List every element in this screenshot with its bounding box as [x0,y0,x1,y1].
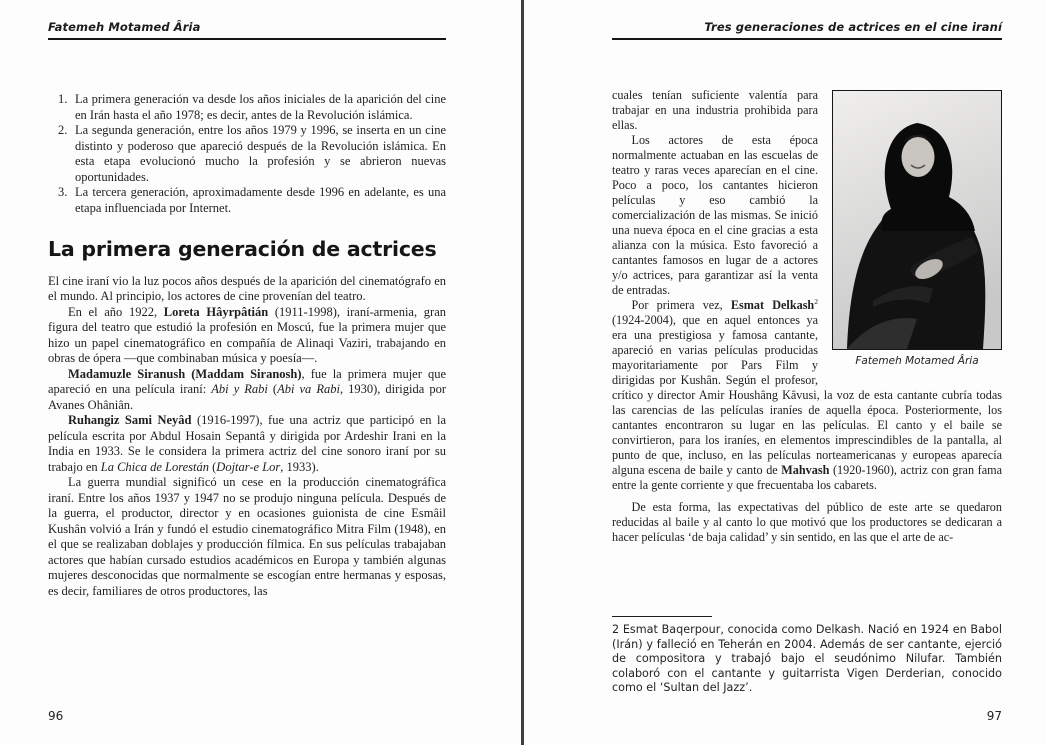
list-item-text: La tercera generación, aproximadamente desde 1996 en adelante, es una etapa influenciada por Internet. [75,185,446,215]
paragraph: En el año 1922, Loreta Hâyrpâtián (1911-1998), iraní-armenia, gran figura del teatro que estudió la profesión en Moscú, fue la primera mujer que hizo un papel cinematográfico en compañía de Alinaqi Vaziri, trabajando en obras de ópera —que combinaban música y poesía—. [48,304,446,365]
page-number-left: 96 [48,709,64,723]
page-right-body [612,88,1002,545]
list-item-text: La primera generación va desde los años iniciales de la aparición del cine en Irán hasta el año 1978; es decir, antes de la Revolución islámica. [75,92,446,122]
footnote-text: 2 Esmat Baqerpour, conocida como Delkash. Nació en 1924 en Babol (Irán) y falleció en Teherán en 2004. Además de ser cantante, ejerció de compositora y trabajó bajo el seudónimo Nilufar. También colaboró con el cantante y guitarrista Vigen Derderian, conocido como el ‘Sultan del Jazz’. [612,623,1002,694]
list-item-text: La segunda generación, entre los años 1979 y 1996, se inserta en un cine distinto y poderoso que apareció después de la Revolución islámica. En esta etapa evolucionó mucho la profesión y se abrieron nuevas oportunidades. [75,123,446,184]
running-header-right-text: Tres generaciones de actrices en el cine iraní [704,20,1002,34]
running-header-left-text: Fatemeh Motamed Âria [48,20,201,34]
list-item [58,123,446,185]
generations-list [58,92,446,216]
list-item-number: 3. [58,185,68,199]
footnote [612,616,1002,696]
list-item-number: 2. [58,123,68,137]
page-left [48,0,446,745]
list-item-number: 1. [58,92,68,106]
page-left-body [48,88,446,599]
list-item [58,92,446,123]
page-number-right: 97 [986,709,1002,723]
photo-caption: Fatemeh Motamed Âria [855,355,979,367]
portrait-photo [832,90,1002,350]
list-item [58,185,446,216]
page-right [612,0,1002,745]
photo-figure [832,90,1002,368]
footnote-separator [612,616,712,617]
paragraph: cuales tenían suficiente valentía para trabajar en una industria prohibida para ellas. [612,88,818,132]
paragraph: Ruhangiz Sami Neyâd (1916-1997), fue una actriz que participó en la película escrita por Abdul Hosain Sepantâ y dirigida por Ardeshir Irani en la India en 1933. Se le considera la primera actriz del cine sonoro iraní por su trabajo en La Chica de Lorestán (Dojtar-e Lor, 1933). [48,413,446,474]
paragraph: De esta forma, las expectativas del público de este arte se quedaron reducidas al baile y al canto lo que motivó que los productores se dedicaran a hacer películas ‘de baja calidad’ y sin sentido, en las que el arte de ac- [612,500,1002,544]
section-heading: La primera generación de actrices [48,237,437,261]
paragraph: Los actores de esta época normalmente actuaban en las escuelas de teatro y raras veces aparecían en el cine. Poco a poco, los cantantes hicieron películas y eso cambió la comercialización de las mismas. Se inició una nueva época en el cine gracias a esta alianza con la música. Esto favoreció a cantantes famosos en lugar de a actores y/o actrices, para garantizar así la venta de entradas. [612,133,818,297]
page-divider [521,0,524,745]
portrait-photo-illustration [833,91,1001,349]
paragraph: Por primera vez, Esmat Delkash$^2$ (1924-2004), que en aquel entonces ya era una prestigiosa y famosa cantante, apareció en varias películas producidas mayoritariamente por Pars Film y dirigidas por Kushân. Según el profesor, crítico y director Amir Houshâng Kâvusi, la voz de esta cantante cubría todas las carencias de las películas iraníes de aquella época. Posteriormente, los cantantes encontraron su lugar en las películas. El canto y el baile se convirtieron, para los iraníes, en elementos imprescindibles de la pantalla, al punto de que, incluso, en las películas norteamericanas y europeas aparecía alguna escena de baile y canto de Mahvash (1920-1960), actriz con gran fama entre la gente corriente y que frecuentaba los cabarets. [612,296,1002,492]
running-header-left [48,20,446,40]
paragraph: Madamuzle Siranush (Maddam Siranosh), fue la primera mujer que apareció en una película iraní: Abi y Rabi (Abi va Rabi, 1930), dirigida por Avanes Ohâniân. [48,366,446,412]
paragraph: La guerra mundial significó un cese en la producción cinematográfica iraní. Entre los años 1937 y 1947 no se produjo ninguna película. Después de la guerra, el productor, director y en ocasiones guionista de cine Esmâil Kushân volvió a Irán y fundó el estudio cinematográfico Mitra Film (1948), en el que se realizaban doblajes y producción fílmica. En sus películas trabajaban actores que habían cursado estudios académicos en Europa y también algunas mujeres desconocidas que normalmente se escogían entre hermanas y esposas, es decir, familiares de otros productores, las [48,475,446,598]
paragraph: El cine iraní vio la luz pocos años después de la aparición del cinematógrafo en el mundo. Al principio, los actores de cine provenían del teatro. [48,273,446,303]
running-header-right [612,20,1002,40]
